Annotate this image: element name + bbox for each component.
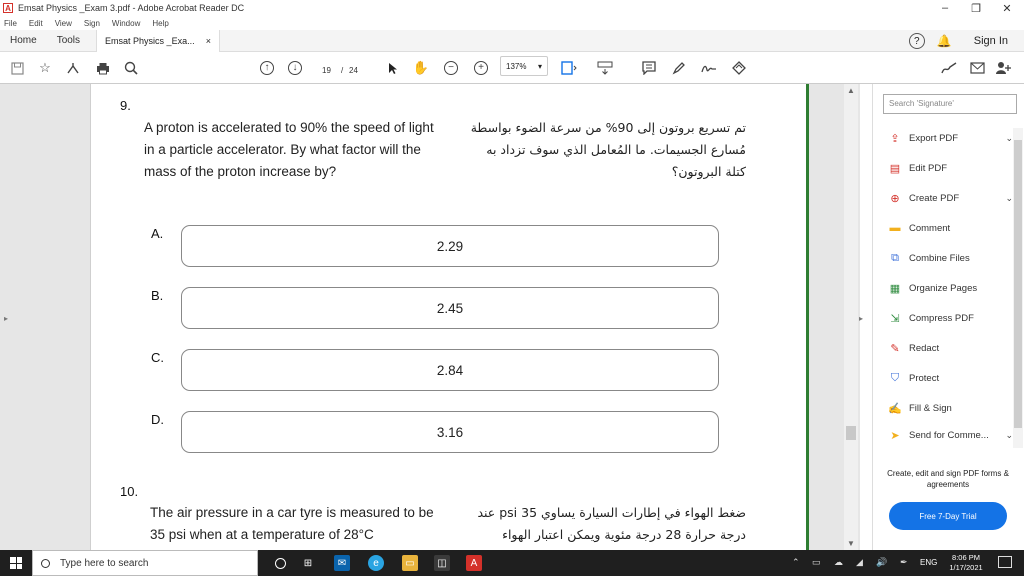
tool-label: Redact: [909, 342, 940, 354]
stamp-tool-icon[interactable]: [730, 60, 748, 76]
volume-icon[interactable]: 🔊: [876, 557, 888, 567]
option-a-letter: A.: [151, 226, 164, 241]
zoom-in-button[interactable]: [472, 60, 490, 76]
promo-text: Create, edit and sign PDF forms & agreements: [887, 469, 1009, 489]
menu-bar: [0, 16, 1024, 30]
option-b-letter: B.: [151, 288, 164, 303]
tools-pane: [872, 84, 1024, 550]
battery-icon[interactable]: ▭: [812, 557, 821, 567]
hand-tool-icon[interactable]: ✋: [412, 60, 430, 75]
question-9-text-ar: تم تسريع بروتون إلى 90% من سرعة الضوء بواسطة مُسارع الجسيمات. ما المُعامل الذي سوف تزداد به كتلة البروتون؟: [470, 120, 746, 179]
task-view-icon[interactable]: ⊞: [303, 557, 313, 569]
option-c-value: 2.84: [436, 362, 464, 378]
option-a-value: 2.29: [436, 238, 464, 254]
notification-bell-icon[interactable]: 🔔: [936, 34, 952, 48]
acrobat-taskbar-icon[interactable]: A: [466, 555, 482, 571]
tool-create-pdf[interactable]: [887, 188, 1013, 208]
chevron-down-icon: ▾: [537, 61, 542, 71]
system-clock[interactable]: [946, 553, 986, 573]
tool-label: Fill & Sign: [909, 402, 952, 414]
maximize-button[interactable]: ❐: [971, 2, 981, 15]
tools-scroll-thumb[interactable]: [1014, 140, 1022, 428]
clock-date: 1/17/2021: [949, 563, 983, 572]
organize-pages-icon: ▦: [889, 282, 901, 295]
tool-label: Export PDF: [909, 132, 959, 144]
fit-page-icon[interactable]: [560, 60, 578, 76]
tab-document-label: Emsat Physics _Exa...: [105, 35, 195, 46]
menu-file[interactable]: File: [4, 18, 17, 28]
window-title: Emsat Physics _Exam 3.pdf - Adobe Acrobat Reader DC: [18, 3, 245, 13]
network-icon[interactable]: ◢: [856, 557, 863, 567]
taskbar-search-placeholder: Type here to search: [60, 557, 149, 569]
comment-icon: ▬: [889, 222, 901, 234]
tab-bar: [0, 30, 1024, 52]
tab-close-icon[interactable]: ×: [205, 35, 212, 46]
chevron-down-icon[interactable]: ⌄: [1005, 192, 1013, 203]
tool-fill-sign[interactable]: [887, 398, 1013, 418]
collapse-left-panel-icon[interactable]: ▸: [4, 314, 9, 323]
option-d-value: 3.16: [436, 424, 464, 440]
sign-in-button[interactable]: Sign In: [973, 35, 1008, 47]
tools-search-input[interactable]: Search 'Signature': [883, 94, 1017, 114]
email-icon[interactable]: [968, 60, 986, 76]
tool-label: Compress PDF: [909, 312, 974, 324]
tools-scrollbar[interactable]: [1013, 128, 1023, 448]
cortana-icon[interactable]: [272, 555, 288, 571]
tool-label: Protect: [909, 372, 940, 384]
print-icon[interactable]: [94, 60, 112, 76]
question-10-text-en: The air pressure in a car tyre is measured to be 35 psi when at a temperature of 28°C: [150, 505, 434, 542]
save-icon[interactable]: [8, 60, 26, 76]
current-page-input[interactable]: 19: [322, 66, 331, 75]
scroll-up-icon[interactable]: ▲: [847, 86, 855, 95]
previous-page-button[interactable]: [258, 60, 276, 76]
scroll-down-icon[interactable]: ▼: [847, 539, 855, 548]
chevron-down-icon[interactable]: ⌄: [1005, 132, 1013, 143]
document-scroll-thumb[interactable]: [846, 426, 856, 440]
tool-label: Create PDF: [909, 192, 960, 204]
pen-workspace-icon[interactable]: ✒: [900, 557, 908, 567]
question-10-text-ar: ضغط الهواء في إطارات السيارة يساوي 35 psi عند درجة حرارة 28 درجة مئوية ويمكن اعتبار الهواء: [477, 505, 746, 542]
arrow-down-icon: ↓: [288, 61, 302, 75]
protect-icon: ⛉: [890, 371, 900, 384]
tool-redact[interactable]: [887, 338, 1013, 358]
edge-browser-icon[interactable]: e: [368, 555, 384, 571]
tool-comment[interactable]: [887, 218, 1013, 238]
free-trial-button[interactable]: Free 7-Day Trial: [889, 502, 1007, 530]
onedrive-icon[interactable]: ☁: [834, 557, 843, 567]
option-b-value: 2.45: [436, 300, 464, 316]
mail-icon[interactable]: ✉: [334, 555, 350, 571]
tool-edit-pdf[interactable]: [887, 158, 1013, 178]
collapse-right-panel-icon[interactable]: ▸: [859, 314, 864, 323]
bookmark-star-icon[interactable]: ☆: [39, 60, 51, 75]
zoom-out-button[interactable]: [442, 60, 460, 76]
redact-icon: ✎: [890, 342, 900, 355]
share-icon[interactable]: [64, 60, 82, 76]
tool-label: Combine Files: [909, 252, 970, 264]
option-d-box[interactable]: [181, 411, 719, 453]
sign-pen-icon[interactable]: [940, 60, 958, 76]
windows-taskbar: [0, 550, 1024, 576]
sign-tool-icon[interactable]: [700, 60, 718, 76]
zoom-select[interactable]: [500, 56, 548, 76]
tab-tools[interactable]: Tools: [56, 35, 81, 46]
menu-sign[interactable]: Sign: [83, 18, 100, 28]
option-c-letter: C.: [151, 350, 164, 365]
windows-logo-icon: [10, 557, 22, 569]
comment-tool-icon[interactable]: [640, 60, 658, 76]
file-explorer-icon[interactable]: ▭: [402, 555, 418, 571]
menu-window[interactable]: Window: [111, 18, 141, 28]
select-tool-icon[interactable]: [384, 60, 402, 76]
acrobat-logo-icon: A: [3, 3, 13, 13]
menu-edit[interactable]: Edit: [28, 18, 43, 28]
create-pdf-icon: ⊕: [890, 192, 900, 205]
total-pages: 24: [349, 66, 358, 75]
taskbar-search-input[interactable]: [32, 550, 258, 576]
edit-pdf-icon: ▤: [889, 162, 901, 175]
help-icon[interactable]: ?: [909, 33, 925, 49]
option-c-box[interactable]: [181, 349, 719, 391]
fill-sign-icon: ✍: [888, 402, 902, 415]
tool-label: Edit PDF: [909, 162, 948, 174]
tab-home[interactable]: Home: [10, 35, 37, 46]
option-a-box[interactable]: [181, 225, 719, 267]
tool-label: Comment: [909, 222, 951, 234]
question-9-text-en: A proton is accelerated to 90% the speed of light in a particle accelerator. By what factor will the mass of the proton increase by?: [144, 120, 434, 179]
zoom-value: 137%: [506, 61, 527, 71]
tool-compress-pdf[interactable]: [887, 308, 1013, 328]
tool-label: Organize Pages: [909, 282, 978, 294]
start-button[interactable]: [0, 550, 32, 576]
store-icon[interactable]: ◫: [434, 555, 450, 571]
page-border-right: [806, 84, 809, 550]
tab-document[interactable]: [96, 30, 220, 52]
search-icon: [41, 559, 50, 568]
page-separator: /: [341, 66, 344, 75]
combine-files-icon: ⧉: [891, 251, 899, 264]
compress-pdf-icon: ⇲: [890, 312, 900, 325]
tool-label: Send for Comme...: [909, 429, 989, 441]
clock-time: 8:06 PM: [952, 553, 980, 562]
title-bar: [0, 0, 1024, 16]
tool-organize-pages[interactable]: [887, 278, 1013, 298]
minus-icon: −: [444, 61, 458, 75]
option-b-box[interactable]: [181, 287, 719, 329]
add-user-icon[interactable]: [994, 60, 1012, 76]
send-comment-icon: ➤: [890, 429, 900, 442]
close-button[interactable]: ✕: [1002, 2, 1012, 15]
question-10-number: 10.: [120, 484, 139, 499]
question-9-number: 9.: [120, 98, 131, 113]
minimize-button[interactable]: –: [941, 2, 949, 14]
export-pdf-icon: ⇪: [890, 132, 900, 145]
chevron-down-icon[interactable]: ⌄: [1005, 429, 1013, 440]
option-d-letter: D.: [151, 412, 164, 427]
scroll-mode-icon[interactable]: [596, 60, 614, 76]
tool-combine-files[interactable]: [887, 248, 1013, 268]
zoom-search-icon[interactable]: [122, 60, 140, 76]
action-center-icon[interactable]: [998, 556, 1012, 568]
highlight-pen-icon[interactable]: [670, 60, 688, 76]
tool-protect[interactable]: [887, 368, 1013, 388]
plus-icon: +: [474, 61, 488, 75]
show-hidden-icons-icon[interactable]: ⌃: [792, 557, 800, 567]
input-language[interactable]: ENG: [920, 558, 938, 567]
menu-help[interactable]: Help: [152, 18, 169, 28]
arrow-up-icon: ↑: [260, 61, 274, 75]
tool-export-pdf[interactable]: [887, 128, 1013, 148]
next-page-button[interactable]: [286, 60, 304, 76]
menu-view[interactable]: View: [54, 18, 72, 28]
tool-send-for-comment[interactable]: [887, 428, 1013, 442]
document-scrollbar[interactable]: [844, 84, 858, 550]
